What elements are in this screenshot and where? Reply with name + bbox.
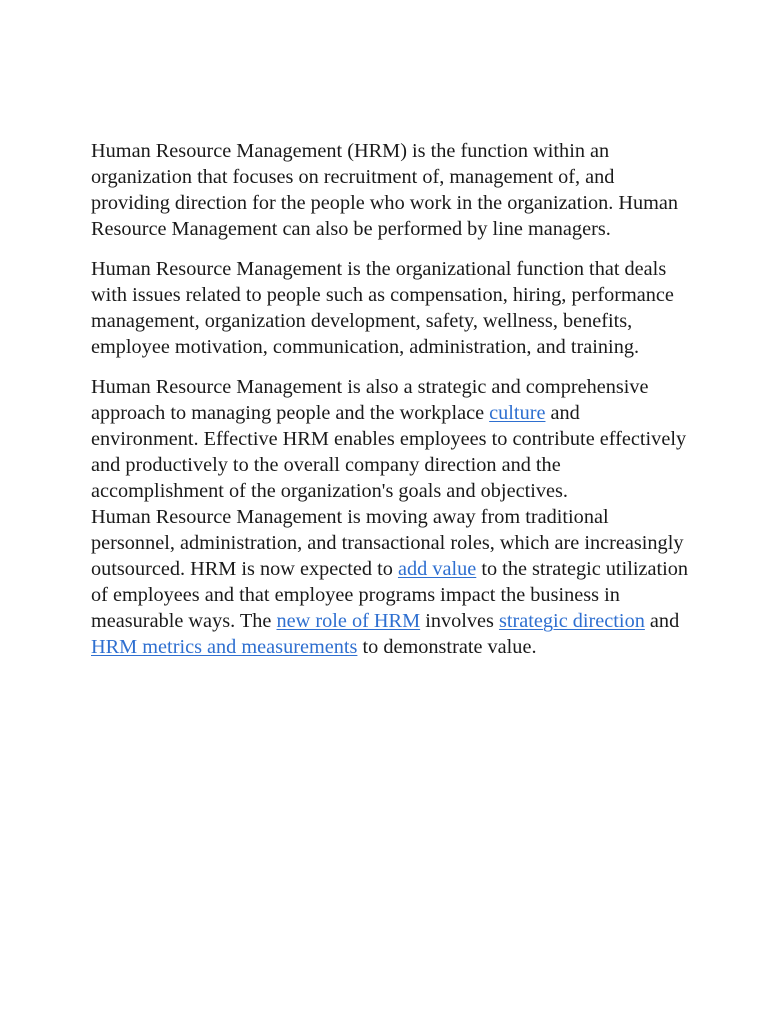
paragraph-text: to demonstrate value. (357, 636, 537, 658)
link-new-role-of-hrm[interactable]: new role of HRM (276, 610, 421, 632)
paragraph-text: to the strategic utilization of employees and that employee programs impact the business in measurable ways. The (91, 558, 689, 632)
paragraph-hrm-strategic (91, 374, 691, 504)
link-strategic-direction[interactable]: strategic direction (499, 610, 645, 632)
paragraph-text: and environment. Effective HRM enables employees to contribute effectively and productively to the overall company direction and the accomplishment of the organization's goals and objectives. (91, 402, 687, 502)
paragraph-hrm-definition (91, 138, 691, 242)
paragraph-text: Human Resource Management is the organizational function that deals with issues related to people such as compensation, hiring, performance management, organization development, safety, wellness, benefits, employee motivation, communication, administration, and training. (91, 258, 674, 358)
paragraph-text: involves (420, 610, 499, 632)
paragraph-text: Human Resource Management (HRM) is the function within an organization that focuses on recruitment of, management of, and providing direction for the people who work in the organization. Human Resource Management can also be performed by line managers. (91, 140, 679, 240)
paragraph-text: Human Resource Management is also a strategic and comprehensive approach to managing people and the workplace (91, 376, 649, 424)
link-add-value[interactable]: add value (397, 558, 477, 580)
link-culture[interactable]: culture (489, 402, 546, 424)
paragraph-text: and (644, 610, 680, 632)
paragraph-hrm-evolving (91, 504, 691, 660)
document-body (91, 138, 691, 660)
paragraph-text: Human Resource Management is moving away from traditional personnel, administration, and transactional roles, which are increasingly outsourced. HRM is now expected to (91, 506, 684, 580)
link-hrm-metrics-and-measurements[interactable]: HRM metrics and measurements (91, 636, 358, 658)
paragraph-hrm-function (91, 256, 691, 360)
